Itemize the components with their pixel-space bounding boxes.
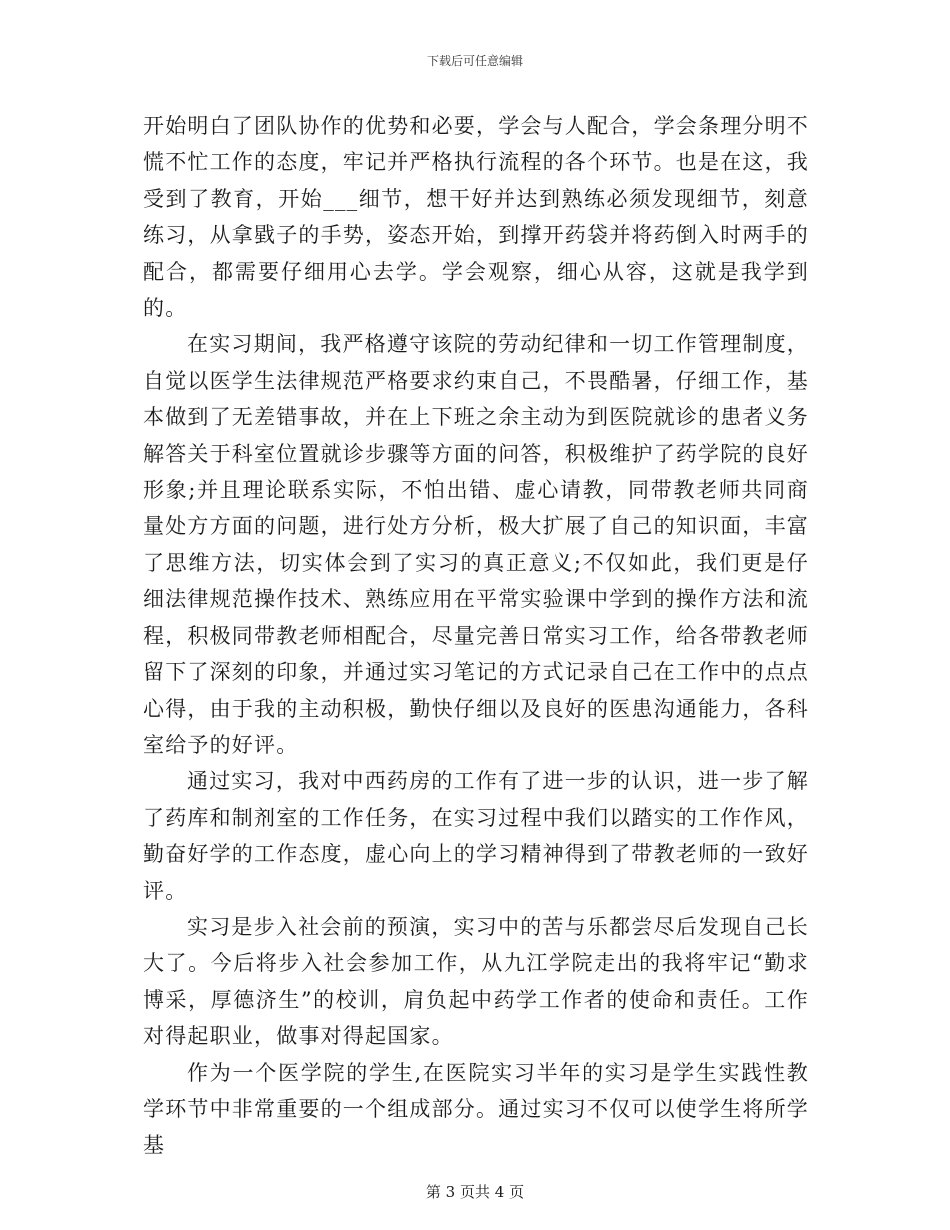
paragraph-5: 作为一个医学院的学生,在医院实习半年的实习是学生实践性教学环节中非常重要的一个组成部分。通过实习不仅可以使学生将所学基: [143, 1060, 809, 1158]
document-body: [143, 108, 809, 1164]
paragraph-1: 开始明白了团队协作的优势和必要，学会与人配合，学会条理分明不慌不忙工作的态度，牢记并严格执行流程的各个环节。也是在这，我受到了教育，开始___细节，想干好并达到熟练必须发现细节，刻意练习，从拿戥子的手势，姿态开始，到撑开药袋并将药倒入时两手的配合，都需要仔细用心去学。学会观察，细心从容，这就是我学到的。: [143, 114, 809, 321]
paragraph-3: 通过实习，我对中西药房的工作有了进一步的认识，进一步了解了药库和制剂室的工作任务，在实习过程中我们以踏实的工作作风，勤奋好学的工作态度，虚心向上的学习精神得到了带教老师的一致好评。: [143, 769, 809, 903]
paragraph-4: 实习是步入社会前的预演，实习中的苦与乐都尝尽后发现自己长大了。今后将步入社会参加工作，从九江学院走出的我将牢记“勤求博采，厚德济生”的校训，肩负起中药学工作者的使命和责任。工作对得起职业，做事对得起国家。: [143, 914, 809, 1049]
page-header: 下载后可任意编辑: [426, 54, 523, 68]
page-footer: 第 3 页共 4 页: [425, 1183, 525, 1201]
paragraph-2: 在实习期间，我严格遵守该院的劳动纪律和一切工作管理制度，自觉以医学生法律规范严格要求约束自己，不畏酷暑，仔细工作，基本做到了无差错事故，并在上下班之余主动为到医院就诊的患者义务解答关于科室位置就诊步骤等方面的问答，积极维护了药学院的良好形象;并且理论联系实际，不怕出错、虚心请教，同带教老师共同商量处方方面的问题，进行处方分析，极大扩展了自己的知识面，丰富了思维方法，切实体会到了实习的真正意义;不仅如此，我们更是仔细法律规范操作技术、熟练应用在平常实验课中学到的操作方法和流程，积极同带教老师相配合，尽量完善日常实习工作，给各带教老师留下了深刻的印象，并通过实习笔记的方式记录自己在工作中的点点心得，由于我的主动积极，勤快仔细以及良好的医患沟通能力，各科室给予的好评。: [143, 332, 809, 757]
